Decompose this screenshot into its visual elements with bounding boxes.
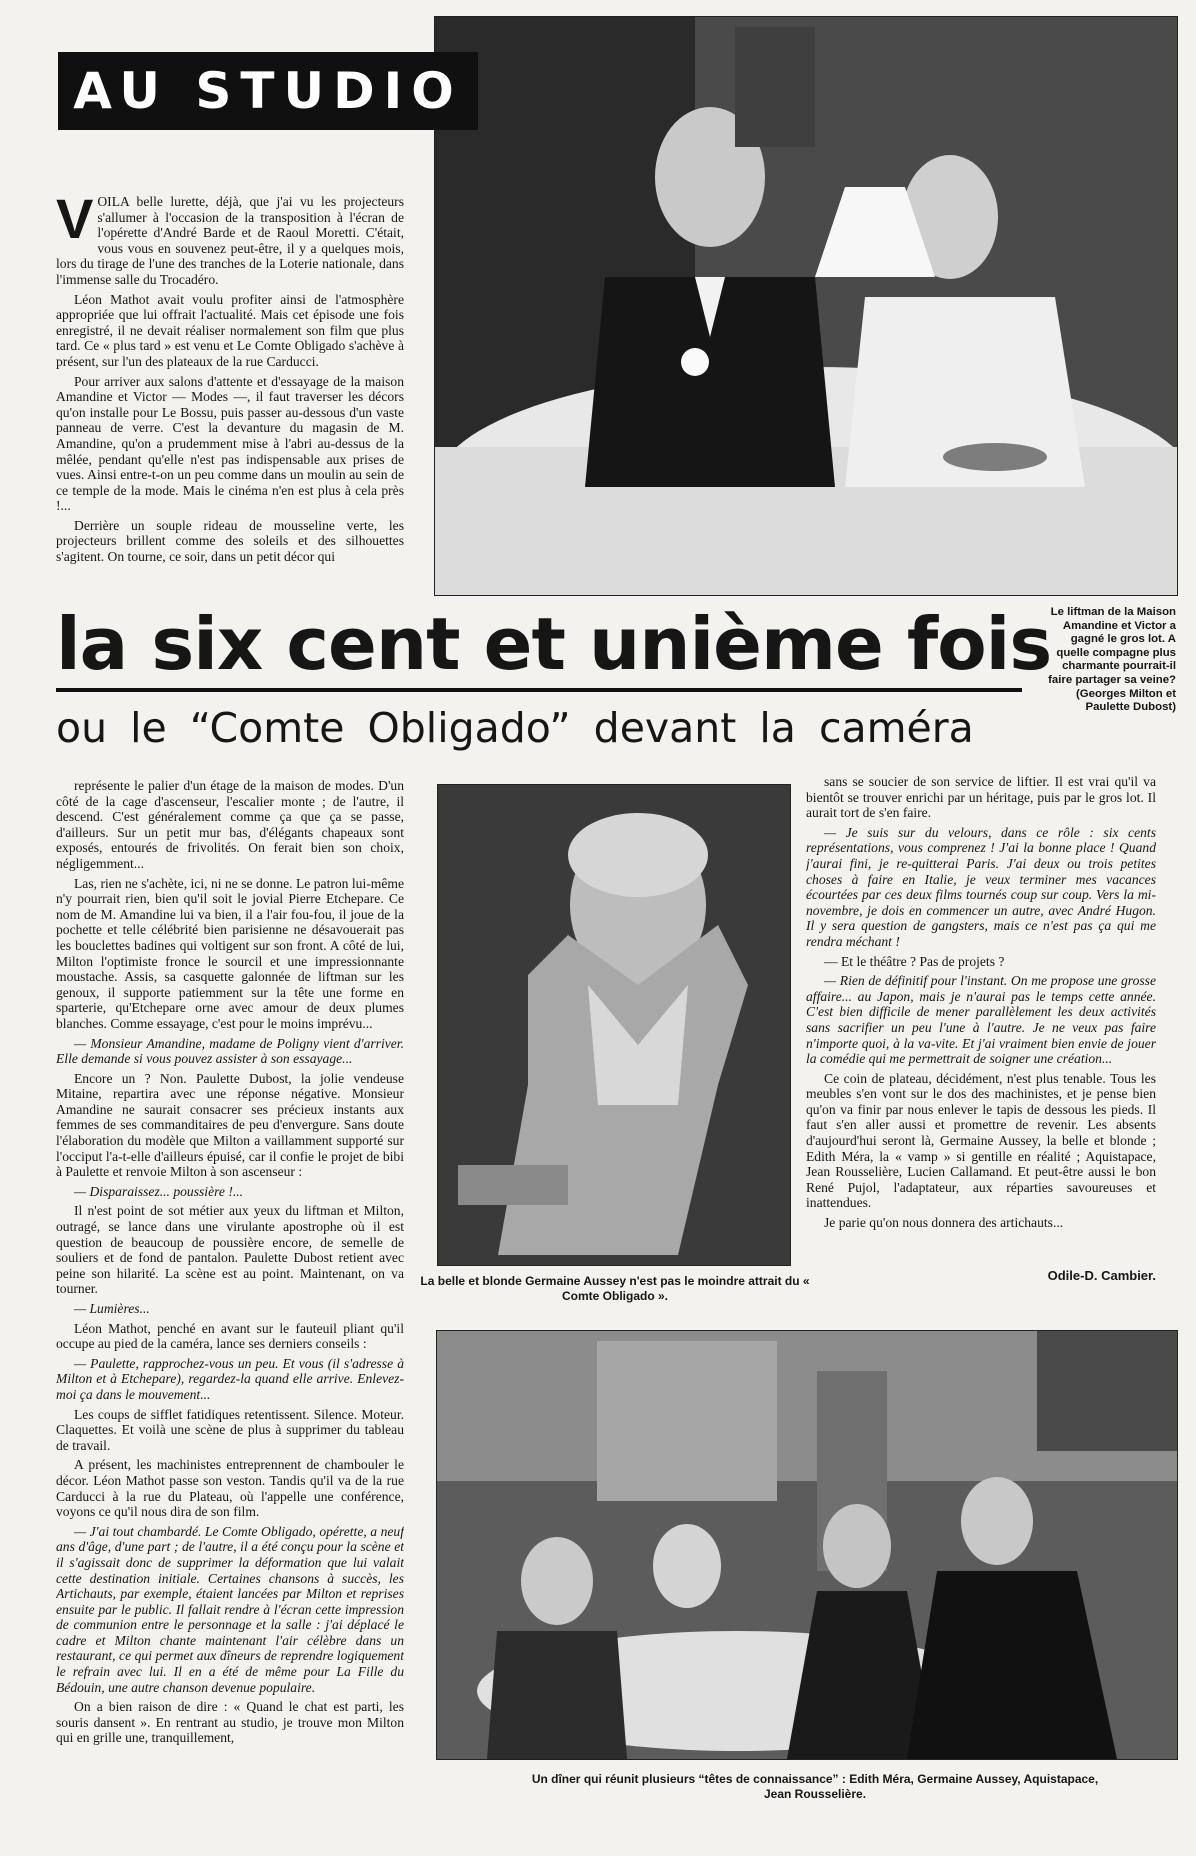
article-paragraph: représente le palier d'un étage de la maison de modes. D'un côté de la cage d'ascenseur, l'escalier monte ; de l'autre, il descend. C'est généralement comme ça que ça se passe, d'ailleurs. Sur un petit mur bas, d'élégants chapeaux sont exposés, entourés de frivolités. On ferait bien son choix, négligemment... [56, 778, 404, 871]
article-paragraph: — Et le théâtre ? Pas de projets ? [824, 953, 1005, 969]
intro-paragraph: Pour arriver aux salons d'attente et d'essayage de la maison Amandine et Victor — Modes —, il faut traverser les décors qu'on installe pour Le Bossu, puis passer au-dessous d'un vaste panneau de verre. C'est la devanture du magasin de M. Amandine, qu'on a prudemment mise à l'abri au-dessus de la mêlée, pendant qu'elle n'est pas indispensable aux prises de vues. Ainsi entre-t-on un peu comme dans un moulin au sein de ce temple de la mode. Mais le cinéma n'en est plus à cela près !... [56, 373, 404, 514]
article-paragraph: Las, rien ne s'achète, ici, ni ne se donne. Le patron lui-même n'y pourrait rien, bien qu'il soit le jovial Pierre Etchepare. Ce nom de M. Amandine lui va bien, il a l'air fou-fou, il joue de la pochette et telle célébrité bien parisienne ne désavouerait pas les bouclettes badines qui voltigent sur son front. A côté de lui, Milton l'optimiste fronce le sourcil et une impressionnante moustache. Assis, sa casquette galonnée de liftman sur les genoux, il supporte patiemment sur la tête une forme en sparterie, qu'Etchepare orne avec amour de deux plumes blanches. Comme essayage, c'est pour le moins imprévu... [56, 875, 404, 1031]
article-paragraph: sans se soucier de son service de liftier. Il est vrai qu'il va bientôt se trouver enrichi par un héritage, puis par le gros lot. Il aurait tort de s'en faire. [806, 774, 1156, 821]
article-paragraph: On a bien raison de dire : « Quand le chat est parti, les souris dansent ». En rentrant au studio, je trouve mon Milton qui en grille une, tranquillement, [56, 1699, 404, 1746]
article-quote: — Paulette, rapprochez-vous un peu. Et vous (il s'adresse à Milton et à Etchepare), regardez-la quand elle arrive. Enlevez-moi ça dans le mouvement... [56, 1355, 404, 1402]
intro-paragraph-text: OILA belle lurette, déjà, que j'ai vu les projecteurs s'allumer à l'occasion de la transposition à l'écran de l'opérette d'André Barde et de Raoul Moretti. C'était, vous vous en souvenez peut-être, il y a quelques mois, lors du tirage de l'une des tranches de la Loterie nationale, dans l'immense salle du Trocadéro. [56, 194, 404, 287]
section-tag: AU STUDIO [58, 52, 478, 130]
intro-paragraph [56, 194, 404, 288]
dinner-scene-illustration [437, 1331, 1177, 1759]
article-paragraph: Encore un ? Non. Paulette Dubost, la jolie vendeuse Mitaine, repartira avec une réponse négative. Monsieur Amandine ne saurait consacrer ses précieux instants aux femmes de ses commanditaires de peu d'envergure. Sans doute l'élaboration du modèle que Milton a vaillamment supporté sur l'occiput l'a-t-elle d'ailleurs épuisé, car il confie le projet de bibi à Paulette et renvoie Milton à son ascenseur : [56, 1070, 404, 1180]
subheadline: ou le “Comte Obligado” devant la caméra [56, 704, 974, 752]
portrait-photo [437, 784, 791, 1266]
intro-paragraph: Derrière un souple rideau de mousseline verte, les projecteurs brillent comme des soleils et des silhouettes s'agitent. On tourne, ce soir, dans un petit décor qui [56, 517, 404, 565]
article-quote: — Disparaissez... poussière !... [74, 1183, 244, 1199]
intro-paragraph: Léon Mathot avait voulu profiter ainsi de l'atmosphère appropriée que lui offrait l'actualité. Mais cet épisode une fois enregistré, il ne devait réaliser normalement son film que plus tard. Ce « plus tard » est venu et Le Comte Obligado s'achève à présent, sur l'un des plateaux de la rue Carducci. [56, 291, 404, 369]
dinner-caption: Un dîner qui réunit plusieurs “têtes de connaissance” : Edith Méra, Germaine Aussey, Aquistapace, Jean Rousselière. [531, 1772, 1099, 1801]
restaurant-scene-illustration [435, 17, 1177, 595]
drop-cap: V [56, 194, 94, 250]
headline: la six cent et unième fois [56, 602, 1052, 686]
restaurant-scene-photo [434, 16, 1178, 596]
intro-column [56, 194, 404, 588]
article-paragraph: Il n'est point de sot métier aux yeux du liftman et Milton, outragé, se lance dans une virulante apostrophe où il est question de beaucoup de poussière encore, de semelle de souliers et de fond de pantalon. Paulette Dubost retient avec peine son hilarité. La scène est au point. Maintenant, on va tourner. [56, 1203, 404, 1297]
article-quote: — Monsieur Amandine, madame de Poligny vient d'arriver. Elle demande si vous pouvez assister à son essayage... [56, 1035, 404, 1067]
author-signature: Odile-D. Cambier. [1047, 1268, 1156, 1283]
article-quote: — J'ai tout chambardé. Le Comte Obligado, opérette, a neuf ans d'âge, d'une part ; de l'autre, il a été conçu pour la scène et il s'agissait donc de supprimer la déformation que lui valait cette destination initiale. Certaines chansons à succès, les Artichauts, par exemple, étaient lancées par Milton et reprises ensuite par le public. Il fallait rendre à l'écran cette impression de communion entre le personnage et la salle : j'ai déplacé le cadre et Milton chante maintenant l'air célèbre dans un restaurant, ce qui permet aux dîneurs de reprendre logiquement le refrain avec lui. Il en a été de même pour La Fille du Bédouin, une autre chanson devenue populaire. [56, 1523, 404, 1695]
headline-rule [56, 688, 1022, 692]
article-paragraph: Les coups de sifflet fatidiques retentissent. Silence. Moteur. Claquettes. Et voilà une scène de plus à supprimer du tableau de travail. [56, 1406, 404, 1453]
article-paragraph: Léon Mathot, penché en avant sur le fauteuil pliant qu'il occupe au pied de la caméra, lance ses derniers conseils : [56, 1320, 404, 1352]
dinner-scene-photo [436, 1330, 1178, 1760]
portrait-caption: La belle et blonde Germaine Aussey n'est pas le moindre attrait du « Comte Obligado ». [420, 1274, 810, 1303]
portrait-illustration [438, 785, 790, 1265]
left-column [56, 778, 404, 1852]
article-quote: — Rien de définitif pour l'instant. On me propose une grosse affaire... au Japon, mais je n'aurai pas le temps cette année. C'est bien difficile de mener parallèlement les deux activités sans sacrifier un peu l'une à l'autre. Je ne veux pas faire n'importe quoi, à la va-vite. Et j'ai vraiment bien envie de jouer la comédie qui me permettrait de soigner une création... [806, 973, 1156, 1067]
article-paragraph: A présent, les machinistes entreprennent de chambouler le décor. Léon Mathot passe son veston. Tandis qu'il va de la rue Carducci à la rue du Plateau, où l'appelle une conférence, voyons ce qu'il nous dira de son film. [56, 1457, 404, 1520]
top-photo-caption: Le liftman de la Maison Amandine et Victor a gagné le gros lot. A quelle compagne plus charmante pourrait-il faire partager sa veine? (Georges Milton et Paulette Dubost) [1048, 606, 1176, 714]
article-paragraph: Ce coin de plateau, décidément, n'est plus tenable. Tous les meubles s'en vont sur le dos des machinistes, et je pense bien qu'on va finir par nous enlever le tapis de dessous les pieds. Il faut s'en aller aussi et promettre de revenir. Les absents d'aujourd'hui seront là, Germaine Aussey, la belle et blonde ; Edith Méra, la « vamp » si gentille en réalité ; Aquistapace, Jean Rousselière, Lucien Callamand. Et peut-être aussi le bon René Pujol, l'adaptateur, aux réparties savoureuses et inattendues. [806, 1070, 1156, 1211]
article-quote: — Lumières... [74, 1301, 150, 1316]
right-column [806, 774, 1156, 1274]
article-paragraph: Je parie qu'on nous donnera des artichauts... [824, 1215, 1064, 1231]
article-quote: — Je suis sur du velours, dans ce rôle : six cents représentations, vous comprenez ! J'ai la bonne place ! Quand j'aurai fini, je re-quitterai Paris. J'ai deux ou trois petites choses à faire en Italie, je veux terminer mes vacances écourtées par ces deux films tournés coup sur coup. Vers la mi-novembre, je dois en commencer un autre, avec André Hugon. Il y sera question de gangsters, mais ce n'est pas ça qui me rendra méchant ! [806, 824, 1156, 949]
